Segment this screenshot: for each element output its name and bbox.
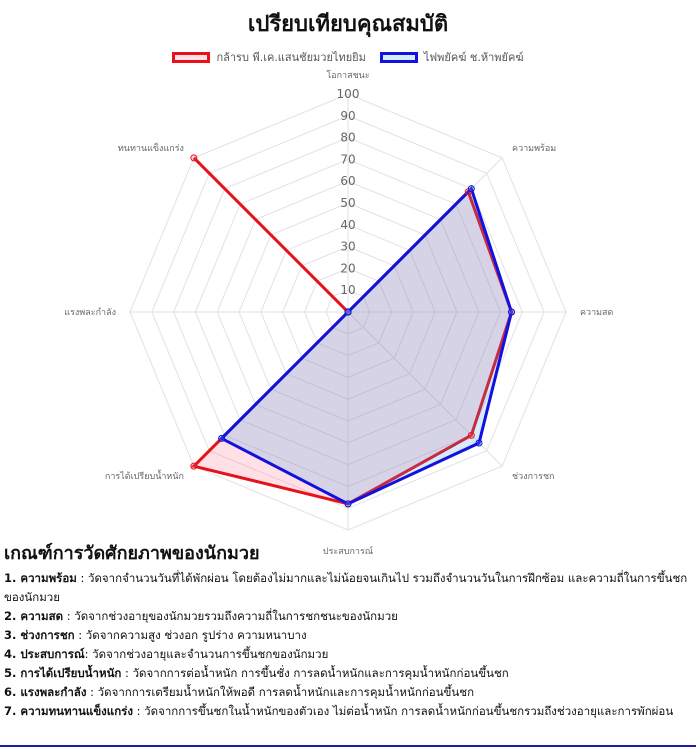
criteria-item-text: : วัดจากจำนวนวันที่ได้พักผ่อน โดยต้องไม่มากและไม่น้อยจนเกินไป รวมถึงจำนวนวันในการฝึกซ้อม และความถี่ในการขึ้นชกของนักมวย xyxy=(4,571,688,604)
chart-title: เปรียบเทียบคุณสมบัติ xyxy=(247,12,449,37)
series-area-2 xyxy=(222,189,512,504)
criteria-item-5 xyxy=(4,664,690,683)
criteria-item-2 xyxy=(4,607,690,626)
legend-label-series-2: ไฟพยัคฆ์ ช.ห้าพยัคฆ์ xyxy=(423,51,524,64)
series-point-1 xyxy=(191,463,197,469)
criteria-item-label: 4. ประสบการณ์ xyxy=(4,647,85,661)
criteria-item-4 xyxy=(4,645,690,664)
series-point-2 xyxy=(219,435,225,441)
category-label: การได้เปรียบน้ำหนัก xyxy=(104,472,184,483)
criteria-item-text: : วัดจากช่วงอายุและจำนวนการขึ้นชกของนักมวย xyxy=(84,647,329,661)
bottom-divider xyxy=(0,745,696,747)
tick-label: 60 xyxy=(340,174,356,189)
series-point-2 xyxy=(468,186,474,192)
criteria-item-label: 6. แรงพละกำลัง xyxy=(4,685,87,699)
criteria-item-label: 7. ความทนทานแข็งแกร่ง xyxy=(4,704,133,718)
criteria-item-text: : วัดจากการขึ้นชกในน้ำหนักของตัวเอง ไม่ต่อน้ำหนัก การลดน้ำหนักก่อนขึ้นชกรวมถึงช่วงอายุและการพักผ่อน xyxy=(132,704,674,718)
criteria-item-label: 3. ช่วงการชก xyxy=(4,628,75,642)
criteria-item-text: : วัดจากความสูง ช่วงอก รูปร่าง ความหนาบาง xyxy=(74,628,307,642)
criteria-item-7 xyxy=(4,702,690,721)
category-label: ความสด xyxy=(580,308,614,318)
category-label: ทนทานแข็งแกร่ง xyxy=(117,143,184,154)
tick-label: 30 xyxy=(340,239,356,254)
series-point-2 xyxy=(345,309,351,315)
category-label: ความพร้อม xyxy=(512,143,557,154)
criteria-item-text: : วัดจากช่วงอายุของนักมวยรวมถึงความถี่ในการชกชนะของนักมวย xyxy=(63,609,398,623)
legend-item-series-2[interactable] xyxy=(380,48,524,66)
tick-label: 100 xyxy=(336,87,360,101)
criteria-item-label: 5. การได้เปรียบน้ำหนัก xyxy=(4,666,122,680)
criteria-item-text: : วัดจากการต่อน้ำหนัก การขึ้นชั่ง การลดน้ำหนักและการคุมน้ำหนักก่อนขึ้นชก xyxy=(121,666,509,680)
tick-label: 90 xyxy=(340,108,356,123)
series-point-1 xyxy=(468,432,474,438)
tick-label: 70 xyxy=(340,152,356,167)
criteria-item-label: 2. ความสด xyxy=(4,609,64,623)
criteria-item-6 xyxy=(4,683,690,702)
tick-label: 50 xyxy=(340,196,356,210)
criteria-section xyxy=(4,540,690,721)
category-label: ช่วงการชก xyxy=(512,472,555,483)
tick-label: 40 xyxy=(340,217,356,232)
tick-label: 20 xyxy=(340,261,356,276)
criteria-item-label: 1. ความพร้อม xyxy=(4,571,77,585)
tick-label: 10 xyxy=(340,283,356,298)
category-label: โอกาสชนะ xyxy=(326,71,370,81)
category-label: แรงพละกำลัง xyxy=(64,308,116,318)
legend-label-series-1: กล้ารบ พี.เค.แสนชัยมวยไทยยิม xyxy=(216,51,366,64)
criteria-item-1 xyxy=(4,569,690,607)
legend-swatch-series-1 xyxy=(172,52,210,63)
legend xyxy=(0,48,696,66)
criteria-item-3 xyxy=(4,626,690,645)
legend-item-series-1[interactable] xyxy=(172,48,365,66)
criteria-item-text: : วัดจากการเตรียมน้ำหนักให้พอดี การลดน้ำหนักและการคุมน้ำหนักก่อนขึ้นชก xyxy=(86,685,475,699)
criteria-heading: เกณฑ์การวัดศักยภาพของนักมวย xyxy=(4,543,260,564)
series-point-1 xyxy=(191,155,197,161)
series-point-2 xyxy=(345,501,351,507)
legend-swatch-series-2 xyxy=(380,52,418,63)
tick-label: 80 xyxy=(340,130,356,145)
category-label: ประสบการณ์ xyxy=(322,547,374,557)
series-point-2 xyxy=(509,309,515,315)
series-point-2 xyxy=(476,440,482,446)
